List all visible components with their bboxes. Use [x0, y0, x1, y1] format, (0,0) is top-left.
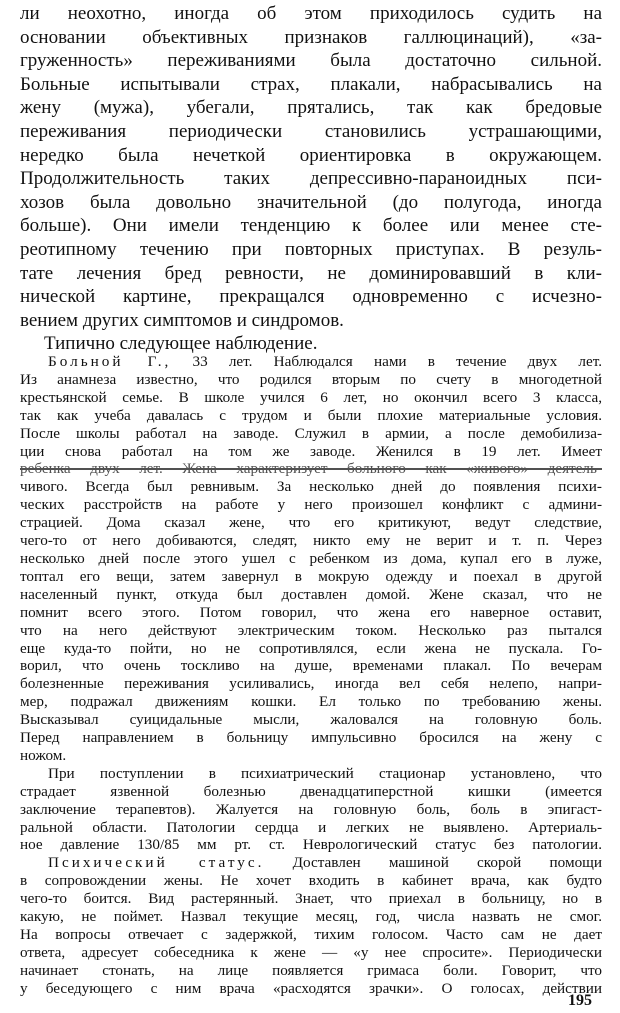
text-line: больше). Они имели тенденцию к более или менее сте-: [20, 215, 602, 237]
obs-line: начинает стонать, на лице появляется гримаса боли. Говорит, что: [20, 961, 602, 979]
main-body-text: [20, 2, 602, 356]
main-paragraph: [20, 2, 602, 332]
obs-line: страцией. Дома сказал жене, что его критикуют, ведут следствие,: [20, 514, 602, 532]
obs-line-text: Доставлен машиной скорой помощи: [264, 854, 602, 872]
text-line: хозов была довольно значительной (до полугода, иногда: [20, 191, 602, 213]
text-line: груженность» переживаниями была достаточно сильной.: [20, 50, 602, 72]
obs-line: еще куда-то пойти, но не сопротивлялся, если жена не пускала. Го-: [20, 639, 602, 657]
obs-line: На вопросы отвечает с задержкой, тихим голосом. Часто сам не дает: [20, 926, 602, 943]
obs-line: страдает язвенной болезнью двенадцатиперстной кишки (имеется: [20, 782, 602, 800]
obs-line: помнит всего этого. Потом говорил, что жена его наверное оставит,: [20, 603, 602, 621]
obs-line: топтал его вещи, затем завернул в мокрую одежду и поехал в другой: [20, 567, 602, 585]
page-number: 195: [568, 992, 592, 1009]
obs-line: заключение терапевтов). Жалуется на головную боль, боль в эпигаст-: [20, 800, 602, 818]
patient-lead: Больной Г.,: [48, 353, 172, 370]
text-line: ли неохотно, иногда об этом приходилось судить на: [20, 3, 602, 24]
obs-line: ворил, что очень тоскливо на душе, временами плакал. По вечерам: [20, 657, 602, 675]
obs-line: После школы работал на заводе. Служил в армии, а после демобилиза-: [20, 424, 602, 442]
obs-line: чего-то боится. Вид растерянный. Знает, что приехал в больницу, но в: [20, 890, 602, 908]
obs-line: так как учеба давалась с трудом и были плохие материальные условия.: [20, 406, 602, 424]
obs-line: какую, не поймет. Назвал текущие месяц, год, числа назвать не смог.: [20, 908, 602, 926]
obs-line: чивого. Всегда был ревнивым. За несколько дней до появления психи-: [20, 478, 602, 496]
obs-line: в сопровождении жены. Не хочет входить в кабинет врача, как будто: [20, 872, 602, 890]
text-line: Больные испытывали страх, плакали, набрасывались на: [20, 73, 602, 95]
text-line: тате лечения бред ревности, не доминировавший в кли-: [20, 262, 602, 284]
obs-line-text: 33 лет. Наблюдался нами в течение двух лет.: [171, 353, 602, 370]
text-line: основании объективных признаков галлюцинаций), «за-: [20, 26, 602, 48]
text-line: нередко была нечеткой ориентировка в окружающем.: [20, 144, 602, 166]
obs-line: Из анамнеза известно, что родился вторым по счету в многодетной: [20, 370, 602, 388]
obs-line: Высказывал суицидальные мысли, жаловался на головную боль.: [20, 711, 602, 729]
obs-line: ножом.: [20, 746, 67, 764]
obs-line: [20, 353, 602, 371]
obs-line: мер, подражал движениям кошки. Ел только по требованию жены.: [20, 693, 602, 711]
obs-line: ное давление 130/85 мм рт. ст. Неврологический статус без патологии.: [20, 836, 602, 854]
text-line: Продолжительность таких депрессивно-параноидных пси-: [20, 168, 602, 190]
intro-line: Типично следующее наблюдение.: [44, 333, 318, 355]
text-line: вением других симптомов и синдромов.: [20, 309, 344, 331]
obs-line: что на него действуют электрическим током. Несколько раз пытался: [20, 621, 602, 639]
obs-line: несколько дней после этого ушел с ребенком из дома, купал его в луже,: [20, 549, 602, 567]
case-observation: [20, 353, 602, 998]
text-line: жену (мужа), убегали, прятались, так как бредовые: [20, 97, 602, 119]
obs-line: ответа, адресует собеседника к жене — «у нее спросите». Периодически: [20, 943, 602, 961]
mental-status-lead: Психический статус.: [48, 854, 265, 872]
obs-line: крестьянской семье. В школе учился 6 лет, но окончил всего 3 класса,: [20, 388, 602, 406]
obs-line: чего-то от него добиваются, следят, никто ему не верит и т. п. Через: [20, 532, 602, 550]
obs-line-damaged: ребенка двух лет. Жена характеризует больного как «живого» деятель-: [20, 460, 602, 478]
text-line: реотипному течению при повторных приступах. В резуль-: [20, 238, 602, 260]
obs-line: Перед направлением в больницу импульсивно бросился на жену с: [20, 729, 602, 747]
obs-line: ральной области. Патологии сердца и легких не выявлено. Артериаль-: [20, 818, 602, 836]
obs-line: При поступлении в психиатрический стационар установлено, что: [48, 764, 602, 782]
obs-line: у беседующего с ним врача «расходятся зрачки». О голосах, действии: [20, 979, 602, 997]
text-line: нической картине, прекращался одновременно с исчезно-: [20, 286, 602, 308]
obs-line: ции снова работал на том же заводе. Женился в 19 лет. Имеет: [20, 442, 602, 460]
obs-line: ческих расстройств на работе у него произошел конфликт с админи-: [20, 496, 602, 514]
obs-line: болезненные переживания усиливались, иногда вел себя нелепо, напри-: [20, 675, 602, 693]
obs-line: населенный пункт, откуда был доставлен домой. Жене сказал, что не: [20, 585, 602, 603]
obs-line: [20, 854, 602, 872]
text-line: переживания периодически становились устрашающими,: [20, 120, 602, 142]
